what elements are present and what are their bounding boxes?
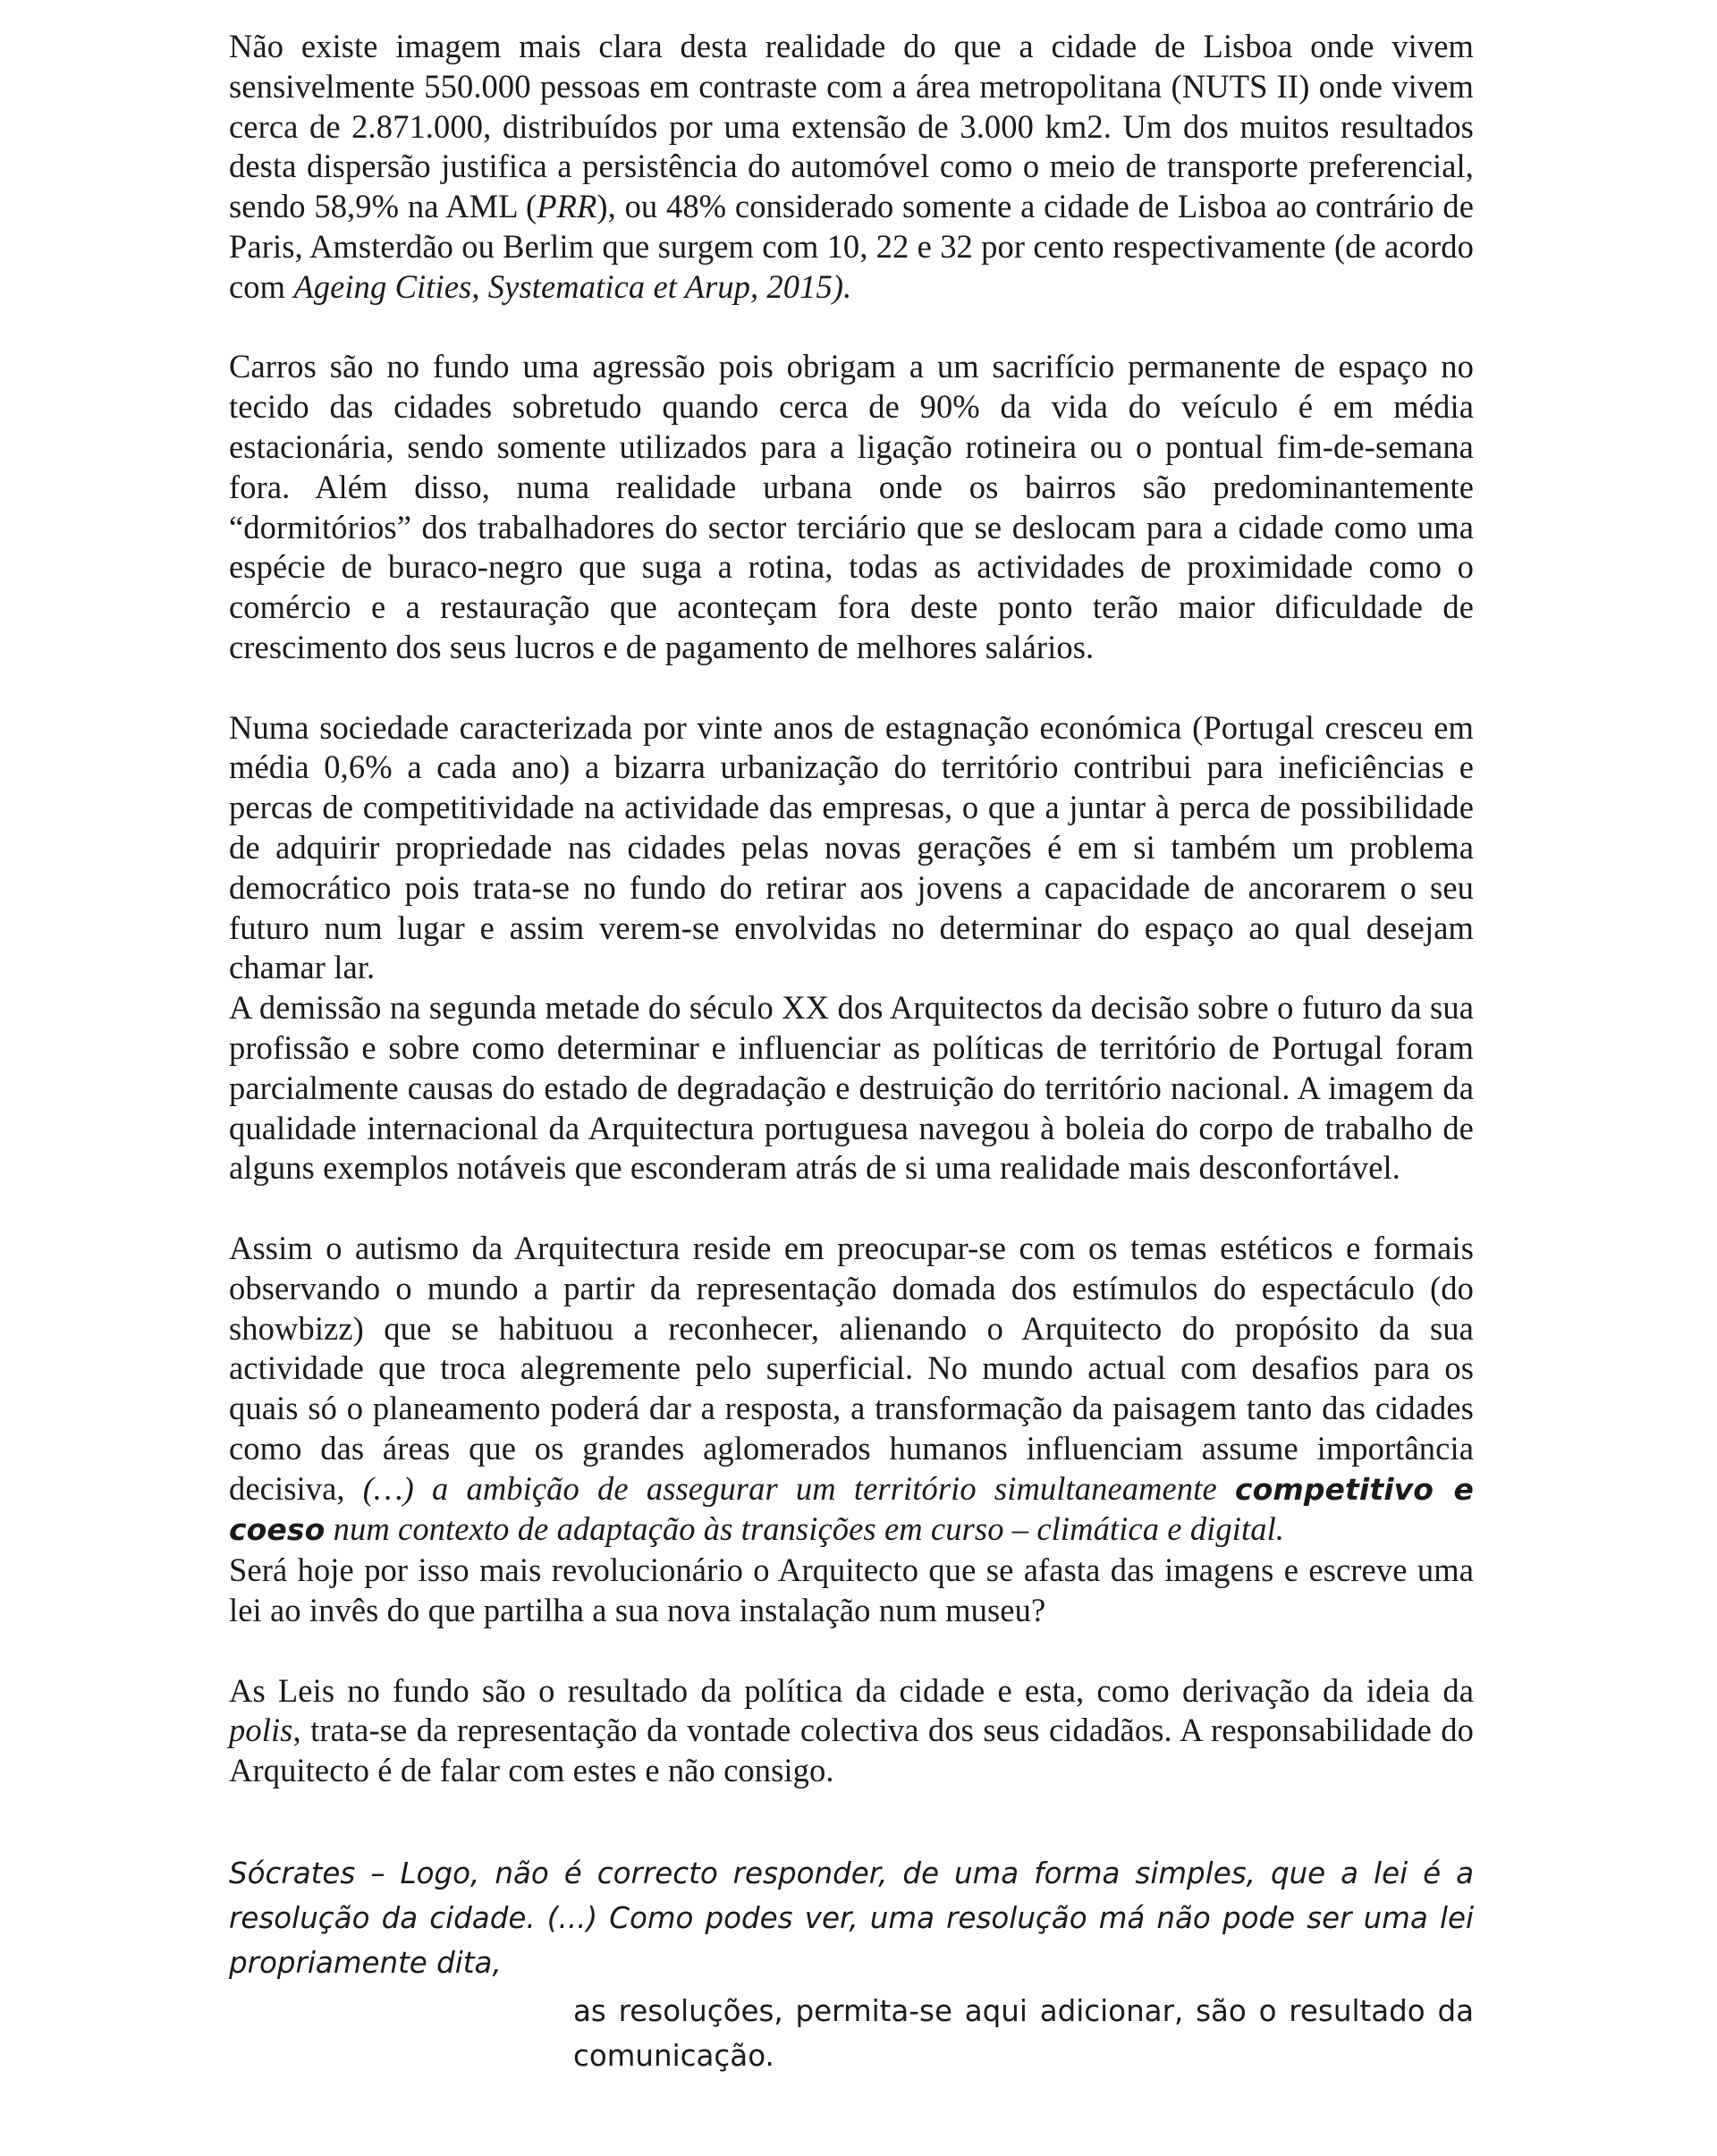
italic-citation: Ageing Cities, Systematica et Arup, 2015). bbox=[293, 267, 852, 305]
document-page bbox=[229, 27, 1474, 2078]
paragraph-gap bbox=[229, 1791, 1474, 1831]
italic-prr: PRR bbox=[537, 188, 597, 225]
paragraph-text: , trata-se da representação da vontade colectiva dos seus cidadãos. A responsabilidade do Arquitecto é de falar com estes e não consigo. bbox=[229, 1712, 1474, 1789]
paragraph-text: Assim o autismo da Arquitectura reside em preocupar-se com os temas estéticos e formais observando o mundo a partir da representação domada dos estímulos do espectáculo (do showbizz) que se habituou a reconhecer, alienando o Arquitecto do propósito da sua actividade que troca alegremente pelo superficial. No mundo actual com desafios para os quais só o planeamento poderá dar a resposta, a transformação da paisagem tanto das cidades como das áreas que os grandes aglomerados humanos influenciam assume importância decisiva, bbox=[229, 1229, 1474, 1507]
paragraph-gap bbox=[229, 668, 1474, 708]
italic-polis: polis bbox=[229, 1712, 293, 1749]
paragraph-autism bbox=[229, 1229, 1474, 1551]
paragraph-laws bbox=[229, 1671, 1474, 1791]
italic-quote: num contexto de adaptação às transições em curso – climática e digital. bbox=[325, 1510, 1285, 1548]
paragraph-text: As Leis no fundo são o resultado da política da cidade e esta, como derivação da ideia da bbox=[229, 1671, 1474, 1709]
quote-continuation: as resoluções, permita-se aqui adicionar, são o resultado da comunicação. bbox=[573, 1993, 1474, 2073]
paragraph-text: Não existe imagem mais clara desta realidade do que a cidade de Lisboa onde vivem sensivelmente 550.000 pessoas em contraste com a área metropolitana (NUTS II) onde vivem cerca de 2.871.000, distribuídos por uma extensão de 3.000 km2. Um dos muitos resultados desta dispersão justifica a persistência do automóvel como o meio de transporte preferencial, sendo 58,9% na AML ( bbox=[229, 28, 1474, 225]
socrates-quote: Sócrates – Logo, não é correcto responder, de uma forma simples, que a lei é a resolução da cidade. (...) Como podes ver, uma resolução má não pode ser uma lei propriamente dita, bbox=[229, 1856, 1474, 1980]
paragraph-stagnation: Numa sociedade caracterizada por vinte anos de estagnação económica (Portugal cresceu em média 0,6% a cada ano) a bizarra urbanização do território contribui para ineficiências e percas de competitividade na actividade das empresas, o que a juntar à perca de possibilidade de adquirir propriedade nas cidades pelas novas gerações é em si também um problema democrático pois trata-se no fundo do retirar aos jovens a capacidade de ancorarem o seu futuro num lugar e assim verem-se envolvidas no determinar do espaço ao qual desejam chamar lar. bbox=[229, 708, 1474, 986]
paragraph-revolutionary: Será hoje por isso mais revolucionário o Arquitecto que se afasta das imagens e escreve uma lei ao invês do que partilha a sua nova instalação num museu? bbox=[229, 1551, 1474, 1629]
paragraph-gap bbox=[229, 1631, 1474, 1671]
paragraph-cars: Carros são no fundo uma agressão pois obrigam a um sacrifício permanente de espaço no tecido das cidades sobretudo quando cerca de 90% da vida do veículo é em média estacionária, sendo somente utilizados para a ligação rotineira ou o pontual fim-de-semana fora. Além disso, numa realidade urbana onde os bairros são predominantemente “dormitórios” dos trabalhadores do sector terciário que se deslocam para a cidade como uma espécie de buraco-negro que suga a rotina, todas as actividades de proximidade como o comércio e a restauração que aconteçam fora deste ponto terão maior dificuldade de crescimento dos seus lucros e de pagamento de melhores salários. bbox=[229, 348, 1474, 665]
paragraph-gap bbox=[229, 308, 1474, 348]
paragraph-lisboa-dispersion bbox=[229, 27, 1474, 308]
italic-quote: (…) a ambição de assegurar um território simultaneamente bbox=[362, 1469, 1235, 1507]
paragraph-gap bbox=[229, 1188, 1474, 1229]
paragraph-architects-demission: A demissão na segunda metade do século XX dos Arquitectos da decisão sobre o futuro da sua profissão e sobre como determinar e influenciar as políticas de território de Portugal foram parcialmente causas do estado de degradação e destruição do território nacional. A imagem da qualidade internacional da Arquitectura portuguesa navegou à boleia do corpo de trabalho de alguns exemplos notáveis que esconderam atrás de si uma realidade mais desconfortável. bbox=[229, 989, 1474, 1187]
paragraph-text: ), ou 48% considerado somente a cidade de Lisboa ao contrário de Paris, Amsterdão ou Berlim que surgem com 10, 22 e 32 por cento respectivamente (de acordo com bbox=[229, 188, 1474, 305]
bold-emphasis: competitivo e coeso bbox=[229, 1471, 1474, 1548]
